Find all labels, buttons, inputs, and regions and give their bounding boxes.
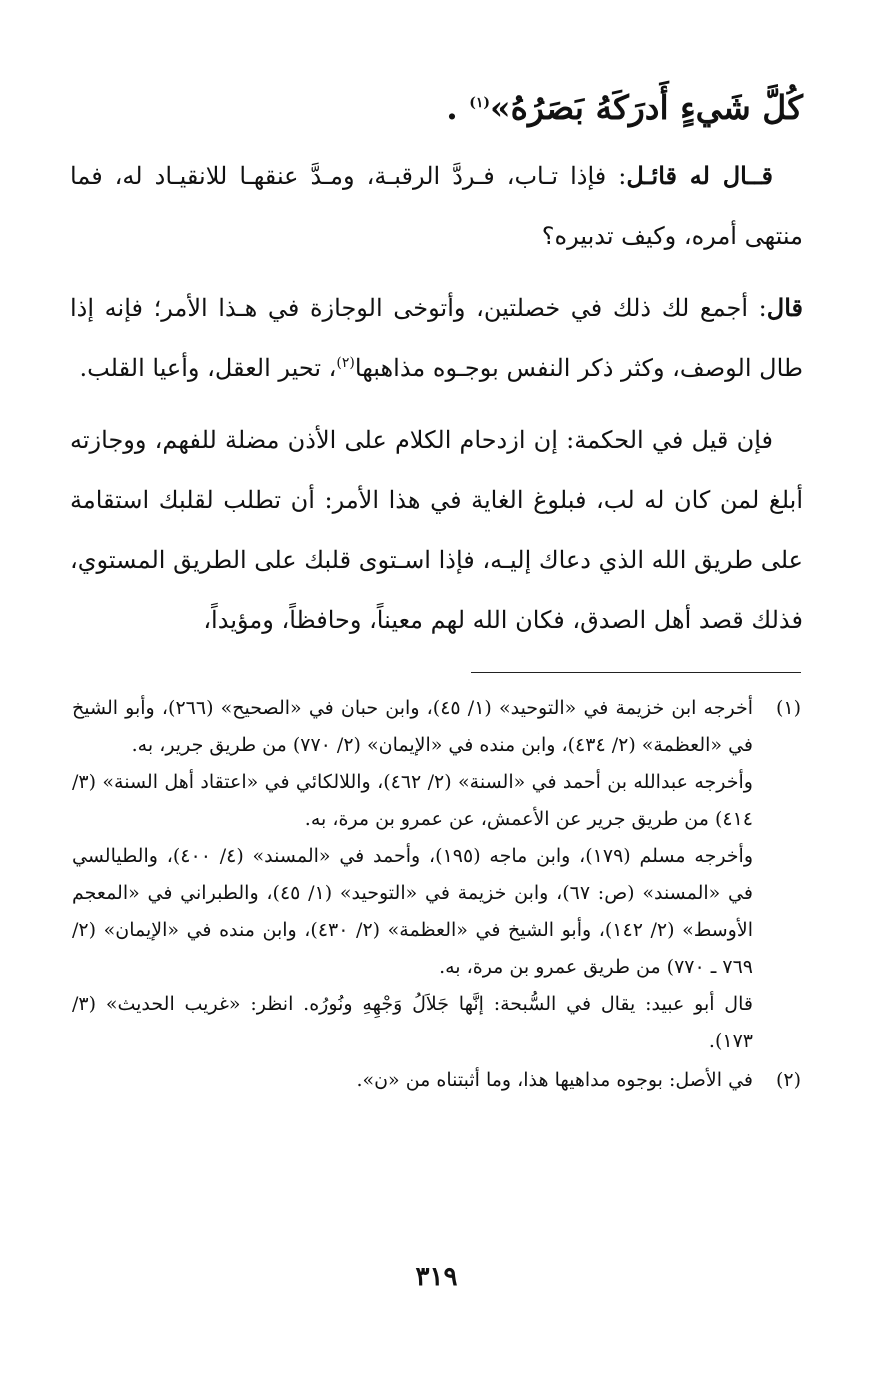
footnote-body xyxy=(72,690,753,1060)
paragraph-question xyxy=(70,146,803,266)
footnote-1 xyxy=(72,690,801,1060)
footnote-separator xyxy=(471,672,801,673)
footnote-paragraph: وأخرجه مسلم (١٧٩)، وابن ماجه (١٩٥)، وأحمد في «المسند» (٤/ ٤٠٠)، والطيالسي في «المسند» (ص: ٦٧)، وابن خزيمة في «التوحيد» (١/ ٤٥)، والطبراني في «المعجم الأوسط» (٢/ ١٤٢)، وأبو الشيخ في «العظمة» (٢/ ٤٣٠)، وابن منده في «الإيمان» (٢/ ٧٦٩ ـ ٧٧٠) من طريق عمرو بن مرة، به. xyxy=(72,845,753,978)
footnote-2 xyxy=(72,1062,801,1099)
footnote-paragraph: وأخرجه عبدالله بن أحمد في «السنة» (٢/ ٤٦٢)، واللالكائي في «اعتقاد أهل السنة» (٣/ ٤١٤) من طريق جرير عن الأعمش، عن عمرو بن مرة، به. xyxy=(72,771,753,830)
paragraph-wisdom xyxy=(70,410,803,650)
answer-text-b: ، تحير العقل، وأعيا القلب. xyxy=(79,354,337,382)
paragraph-answer xyxy=(70,278,803,398)
answer-lead: قال xyxy=(766,293,803,322)
footnote-paragraph: في الأصل: بوجوه مداهيها هذا، وما أثبتناه من «ن». xyxy=(356,1069,753,1091)
page-number: ٣١٩ xyxy=(415,1262,458,1292)
footnote-ref-1: (١) xyxy=(469,95,491,111)
footnote-paragraph: أخرجه ابن خزيمة في «التوحيد» (١/ ٤٥)، وابن حبان في «الصحيح» (٢٦٦)، وأبو الشيخ في «العظمة» (٢/ ٤٣٤)، وابن منده في «الإيمان» (٢/ ٧٧٠) من طريق جرير، به. xyxy=(72,697,753,756)
main-text xyxy=(70,78,803,650)
question-lead: قــال له قائـل xyxy=(626,161,773,190)
wisdom-text: فإن قيل في الحكمة: إن ازدحام الكلام على الأذن مضلة للفهم، ووجازته أبلغ لمن كان له لب، فبلوغ الغاية في هذا الأمر: أن تطلب لقلبك استقامة على طريق الله الذي دعاك إليـه، فإذا اسـتوى قلبك على الطريق المستوي، فذلك قصد أهل الصدق، فكان الله لهم معيناً، وحافظاً، ومؤيداً، xyxy=(70,426,803,634)
quote-heading xyxy=(70,78,803,138)
footnote-body xyxy=(72,1062,753,1099)
footnote-number: (١) xyxy=(775,697,801,719)
footnotes xyxy=(72,690,801,1101)
footnote-number: (٢) xyxy=(775,1069,801,1091)
quote-heading-end: . xyxy=(446,88,458,127)
question-text: : فإذا تـاب، فـردَّ الرقبـة، ومـدَّ عنقهـا للانقيـاد له، فما منتهى أمره، وكيف تدبيره؟ xyxy=(70,162,803,250)
footnote-ref-2: (٢) xyxy=(336,355,355,371)
quote-heading-text: كُلَّ شَيءٍ أَدرَكَهُ بَصَرُهُ» xyxy=(490,88,803,127)
footnote-paragraph: قال أبو عبيد: يقال في السُّبحة: إنَّها جَلاَلُ وَجْهِهِ ونُورُه. انظر: «غريب الحديث» (٣/ ١٧٣). xyxy=(72,993,753,1052)
answer-text-a: : أجمع لك ذلك في خصلتين، وأتوخى الوجازة في هـذا الأمر؛ فإنه إذا طال الوصف، وكثر ذكر النفس بوجـوه مذاهبها xyxy=(70,294,803,382)
